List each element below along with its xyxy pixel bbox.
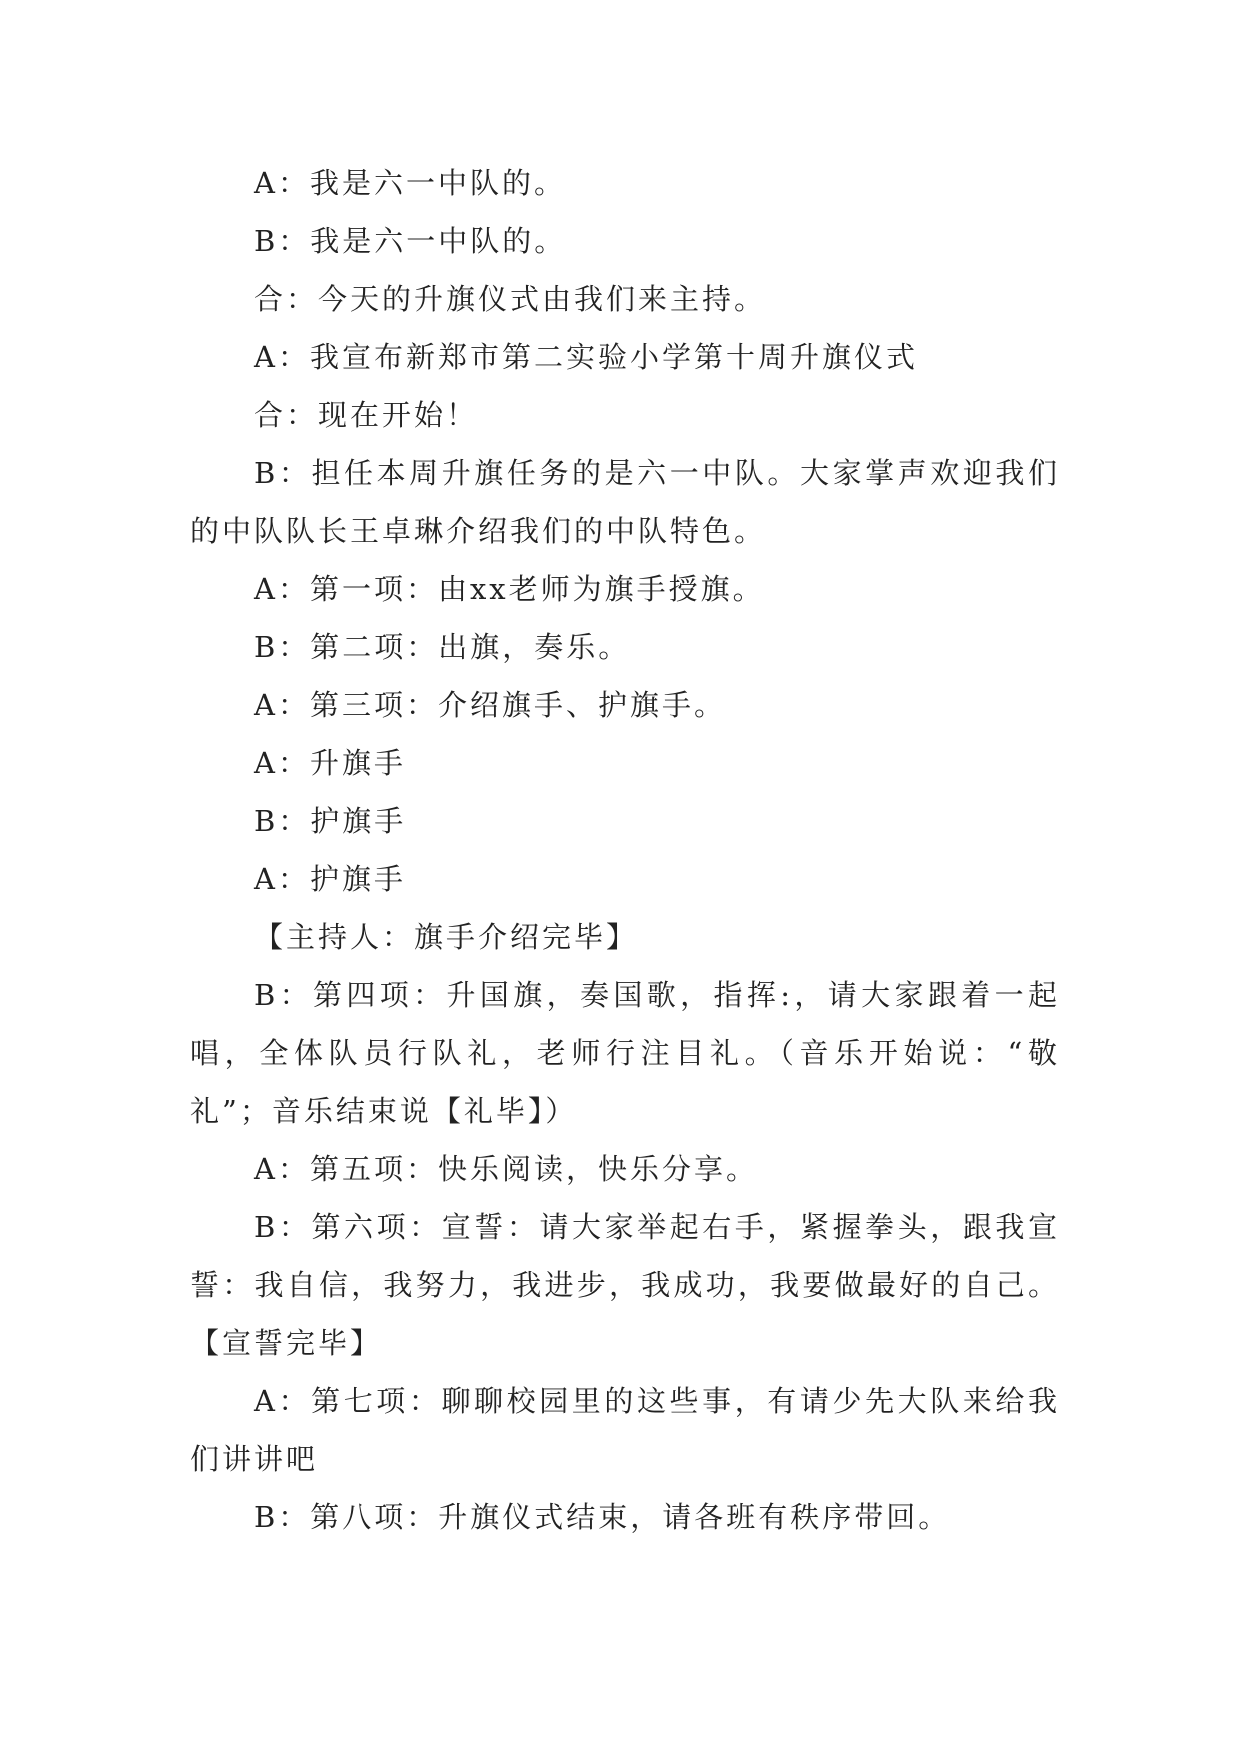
document-body: [190, 154, 1060, 1546]
paragraph: A：第七项：聊聊校园里的这些事，有请少先大队来给我们讲讲吧: [190, 1384, 1060, 1476]
paragraph: B：第四项：升国旗，奏国歌，指挥:，请大家跟着一起唱，全体队员行队礼，老师行注目礼。（音乐开始说：“敬礼”；音乐结束说【礼毕】）: [190, 978, 1060, 1128]
paragraph: A：第五项：快乐阅读，快乐分享。: [254, 1152, 758, 1186]
paragraph: 合：现在开始！: [254, 398, 479, 432]
paragraph: B：第八项：升旗仪式结束，请各班有秩序带回。: [254, 1500, 951, 1534]
paragraph: B：第二项：出旗，奏乐。: [254, 630, 631, 664]
paragraph: 【主持人：旗手介绍完毕】: [254, 920, 639, 954]
paragraph: B：护旗手: [254, 804, 407, 838]
paragraph: A：我是六一中队的。: [254, 166, 566, 200]
paragraph: 合：今天的升旗仪式由我们来主持。: [254, 282, 767, 316]
paragraph: B：我是六一中队的。: [254, 224, 567, 258]
paragraph: A：第一项：由xx老师为旗手授旗。: [254, 572, 765, 606]
paragraph: A：升旗手: [254, 746, 406, 780]
paragraph: A：护旗手: [254, 862, 406, 896]
paragraph: A：我宣布新郑市第二实验小学第十周升旗仪式: [254, 340, 918, 374]
paragraph: B：第六项：宣誓：请大家举起右手，紧握拳头，跟我宣誓：我自信，我努力，我进步，我成功，我要做最好的自己。【宣誓完毕】: [190, 1210, 1060, 1360]
paragraph: A：第三项：介绍旗手、护旗手。: [254, 688, 726, 722]
paragraph: B：担任本周升旗任务的是六一中队。大家掌声欢迎我们的中队队长王卓琳介绍我们的中队特色。: [190, 456, 1060, 548]
